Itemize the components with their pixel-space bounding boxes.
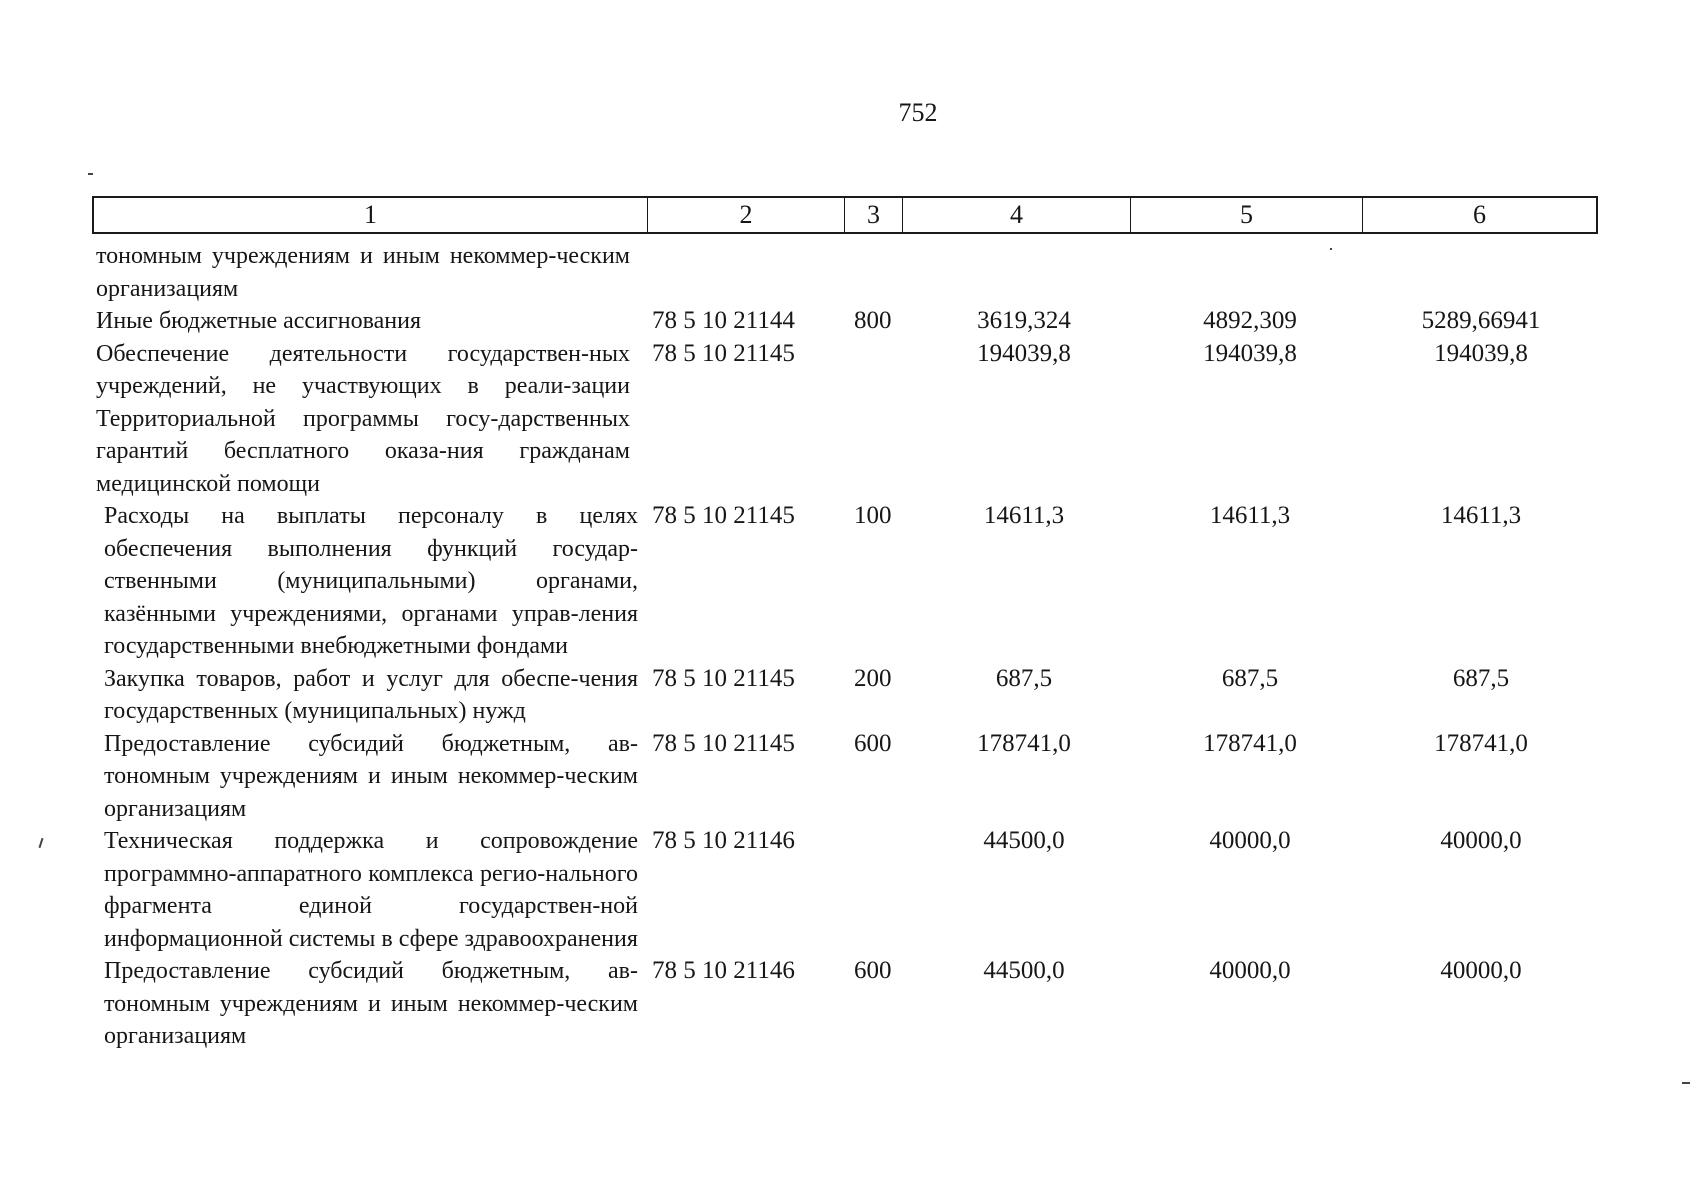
row-kind: 800 [854,307,892,334]
row-code: 78 5 10 21145 [652,339,795,367]
row-code: 78 5 10 21146 [652,957,795,984]
row-value-col6: 178741,0 [1434,729,1528,757]
row-name: Обеспечение деятельности государствен-ных учреждений, не участвующих в реали-зации Территориальной программы госу-дарственных гарантий бесплатного оказа-ния гражданам медицинской помощи [96,340,630,497]
row-code: 78 5 10 21145 [652,729,795,757]
header-col-5: 5 [1131,198,1363,232]
table-row [96,338,1604,501]
table-row [104,955,1604,1053]
row-value-col4: 687,5 [995,664,1053,692]
table-row [104,663,1604,728]
row-name: Иные бюджетные ассигнования [96,308,421,334]
row-value-col4: 3619,324 [977,307,1071,334]
page-number: 752 [898,98,938,127]
header-col-3: 3 [845,198,903,232]
row-name: Предоставление субсидий бюджетным, ав-тономным учреждениям и иным некоммер-ческим организациям [104,730,638,822]
header-col-2: 2 [648,198,845,232]
row-kind: 600 [854,729,892,757]
row-value-col6: 5289,66941 [1421,307,1541,334]
row-value-col5: 40000,0 [1209,957,1291,984]
table-body [96,240,1604,1053]
row-value-col6: 14611,3 [1440,502,1522,529]
row-value-col4: 44500,0 [983,827,1065,854]
row-kind: 600 [854,957,892,984]
table-row [104,825,1604,955]
row-name: Предоставление субсидий бюджетным, ав-тономным учреждениям и иным некоммер-ческим организациям [104,958,638,1049]
row-kind: 100 [854,502,892,529]
row-code: 78 5 10 21145 [652,664,795,692]
row-name: тономным учреждениям и иным некоммер-ческим организациям [96,243,630,302]
row-value-col6: 40000,0 [1440,957,1522,984]
table-row [96,240,1604,305]
row-value-col5: 178741,0 [1203,729,1297,757]
row-value-col5: 14611,3 [1209,502,1291,529]
table-row [104,500,1604,663]
table-row [104,728,1604,826]
row-value-col5: 194039,8 [1203,339,1297,367]
table-row [96,305,1604,338]
row-kind: 200 [854,664,892,692]
scan-speck [1682,1082,1690,1084]
row-code: 78 5 10 21146 [652,827,795,854]
row-value-col5: 4892,309 [1203,307,1297,334]
row-value-col5: 687,5 [1221,664,1279,692]
row-value-col5: 40000,0 [1209,827,1291,854]
header-col-6: 6 [1473,200,1486,229]
row-value-col4: 14611,3 [983,502,1065,529]
row-name: Техническая поддержка и сопровождение программно-аппаратного комплекса регио-нального фрагмента единой государствен-ной информационной системы в сфере здравоохранения [104,828,638,952]
scan-speck [1330,248,1332,250]
row-value-col6: 687,5 [1452,664,1510,692]
header-col-4: 4 [903,198,1131,232]
row-value-col4: 44500,0 [983,957,1065,984]
row-value-col6: 194039,8 [1434,339,1528,367]
row-code: 78 5 10 21144 [652,307,795,334]
table-header [92,196,1598,234]
scan-speck [39,838,44,848]
row-name: Расходы на выплаты персоналу в целях обеспечения выполнения функций государ-ственными (муниципальными) органами, казёнными учреждениями, органами управ-ления государственными внебюджетными фондами [104,503,638,659]
header-col-1: 1 [94,198,648,232]
row-value-col4: 194039,8 [977,339,1071,367]
row-value-col4: 178741,0 [977,729,1071,757]
row-value-col6: 40000,0 [1440,827,1522,854]
scan-speck [88,173,93,175]
row-name: Закупка товаров, работ и услуг для обеспе-чения государственных (муниципальных) нужд [104,665,638,724]
row-code: 78 5 10 21145 [652,502,795,529]
